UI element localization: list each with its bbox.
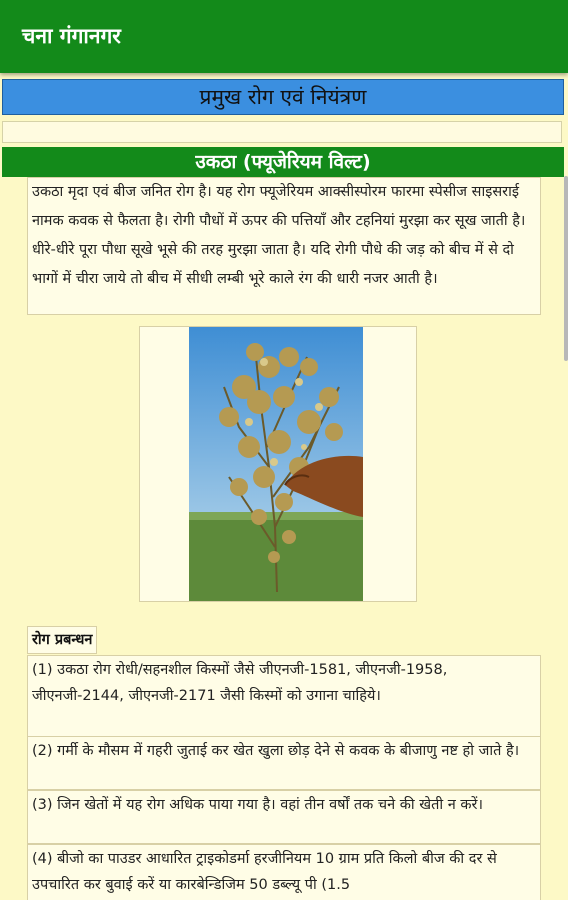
disease-title: उकठा (फ्यूजेरियम विल्ट) [2, 147, 564, 177]
management-item-3: (3) जिन खेतों में यह रोग अधिक पाया गया है। वहां तीन वर्षों तक चने की खेती न करें। [27, 790, 541, 844]
app-title: चना गंगानगर [22, 24, 121, 48]
section-title: प्रमुख रोग एवं नियंत्रण [2, 79, 564, 115]
disease-image-frame [139, 326, 417, 602]
scrollbar[interactable] [564, 176, 568, 361]
management-item-4: (4) बीजो का पाउडर आधारित ट्राइकोडर्मा हरजीनियम 10 ग्राम प्रति किलो बीज की दर से उपचारित कर बुवाई करें या कारबेन्डिजिम 50 डब्ल्यू पी (1.5 [27, 844, 541, 900]
management-heading: रोग प्रबन्धन [27, 626, 97, 654]
wilted-plant-photo [189, 327, 363, 601]
management-item-2: (2) गर्मी के मौसम में गहरी जुताई कर खेत खुला छोड़ देने से कवक के बीजाणु नष्ट हो जाते है। [27, 736, 541, 790]
app-bar [0, 0, 568, 73]
empty-row [2, 121, 562, 143]
content-area[interactable] [0, 73, 568, 900]
disease-description: उकठा मृदा एवं बीज जनित रोग है। यह रोग फ्यूजेरियम आक्सीस्पोरम फारमा स्पेसीज साइसराई नामक कवक से फैलता है। रोगी पौधों में ऊपर की पत्तियाँ और टहनियां मुरझा कर सूख जाती है। धीरे-धीरे पूरा पौधा सूखे भूसे की तरह मुरझा जाता है। यदि रोगी पौधे की जड़ को बीच में से दो भागों में चीरा जाये तो बीच में सीधी लम्बी भूरे काले रंग की धारी नजर आती है। [27, 177, 541, 315]
management-item-1: (1) उकठा रोग रोधी/सहनशील किस्मों जैसे जीएनजी-1581, जीएनजी-1958, जीएनजी-2144, जीएनजी-2171 जैसी किस्मों को उगाना चाहिये। [27, 655, 541, 737]
